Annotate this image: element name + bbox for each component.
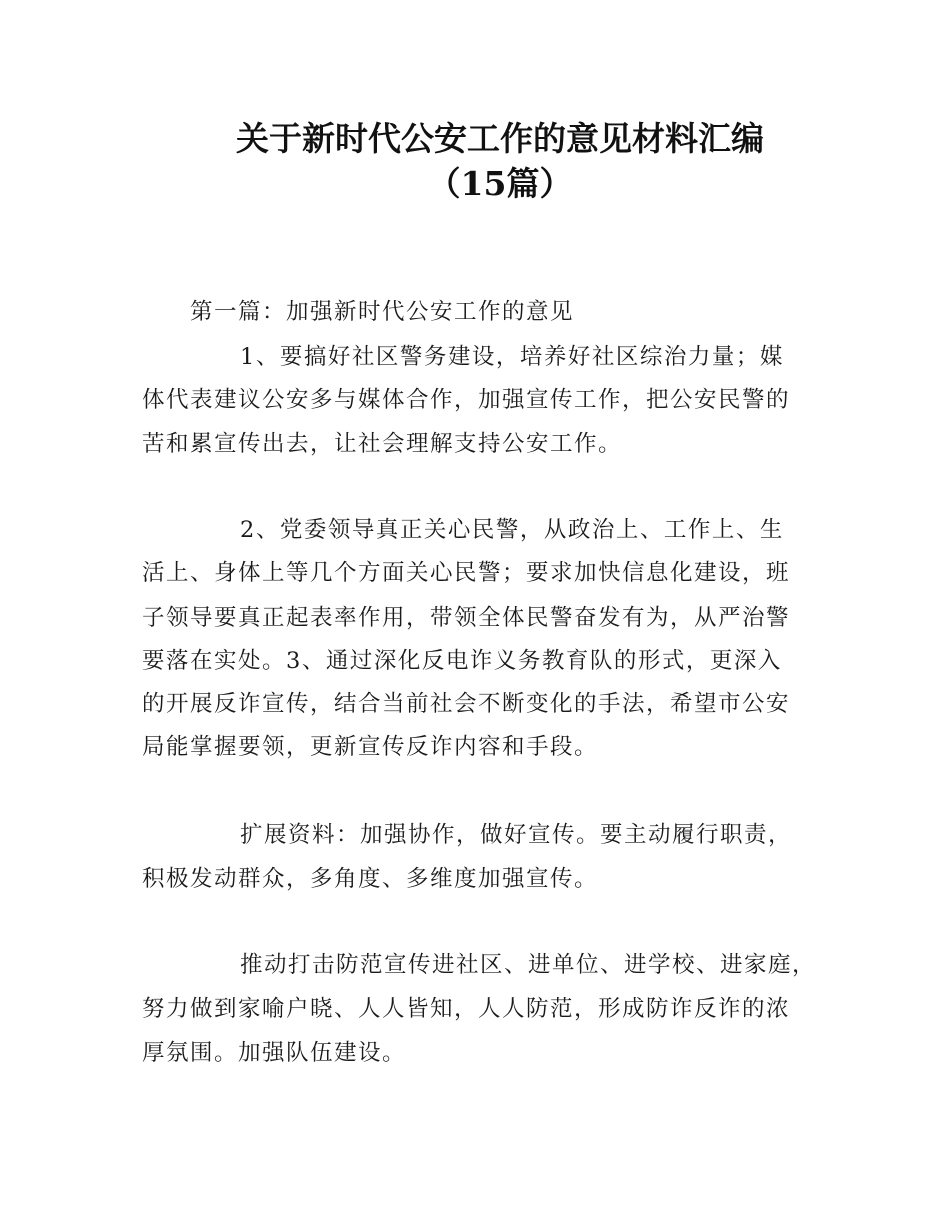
section-heading: 第一篇：加强新时代公安工作的意见 bbox=[190, 299, 575, 325]
paragraph-line: 苦和累宣传出去，让社会理解支持公安工作。 bbox=[142, 431, 623, 457]
paragraph-line: 的开展反诈宣传，结合当前社会不断变化的手法，希望市公安 bbox=[142, 691, 791, 717]
paragraph-line: 2、党委领导真正关心民警，从政治上、工作上、生 bbox=[240, 517, 784, 543]
document-subtitle: （15篇） bbox=[427, 164, 573, 203]
paragraph-line: 积极发动群众，多角度、多维度加强宣传。 bbox=[142, 866, 599, 892]
paragraph-line: 子领导要真正起表率作用，带领全体民警奋发有为，从严治警 bbox=[142, 605, 791, 631]
paragraph-line: 体代表建议公安多与媒体合作，加强宣传工作，把公安民警的 bbox=[142, 387, 791, 413]
document-title: 关于新时代公安工作的意见材料汇编 bbox=[236, 119, 764, 158]
paragraph-line: 推动打击防范宣传进社区、进单位、进学校、进家庭， bbox=[240, 952, 817, 978]
paragraph-line: 努力做到家喻户晓、人人皆知，人人防范，形成防诈反诈的浓 bbox=[142, 996, 791, 1022]
paragraph-line: 扩展资料：加强协作，做好宣传。要主动履行职责， bbox=[240, 822, 793, 848]
paragraph-line: 1、要搞好社区警务建设，培养好社区综治力量；媒 bbox=[240, 344, 784, 370]
paragraph-line: 厚氛围。加强队伍建设。 bbox=[142, 1040, 407, 1066]
paragraph-line: 局能掌握要领，更新宣传反诈内容和手段。 bbox=[142, 734, 599, 760]
paragraph-line: 要落在实处。3、通过深化反电诈义务教育队的形式，更深入 bbox=[142, 648, 782, 674]
paragraph-line: 活上、身体上等几个方面关心民警；要求加快信息化建设，班 bbox=[142, 560, 791, 586]
